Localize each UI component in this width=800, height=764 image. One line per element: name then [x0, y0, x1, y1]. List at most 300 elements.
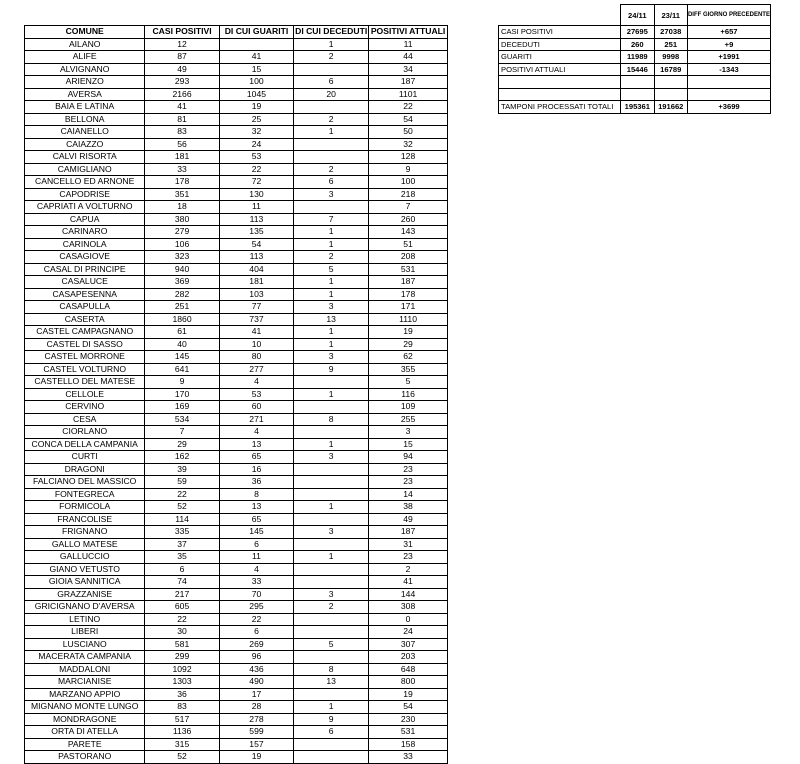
- summary-value-date2: 251: [654, 38, 687, 51]
- cell-positivi-attuali: 203: [369, 651, 448, 664]
- cell-positivi-attuali: 2: [369, 563, 448, 576]
- cell-casi-positivi: 293: [145, 76, 219, 89]
- summary-header-date1: 24/11: [621, 5, 654, 26]
- cell-guariti: 4: [219, 376, 294, 389]
- cell-guariti: 599: [219, 726, 294, 739]
- cell-positivi-attuali: 14: [369, 488, 448, 501]
- cell-deceduti: 1: [294, 276, 369, 289]
- table-row: [25, 401, 448, 414]
- summary-row: [499, 26, 771, 39]
- cell-deceduti: [294, 576, 369, 589]
- header-casi-positivi: CASI POSITIVI: [145, 26, 219, 39]
- cell-guariti: 41: [219, 51, 294, 64]
- cell-deceduti: [294, 463, 369, 476]
- cell-guariti: [219, 38, 294, 51]
- summary-value-diff: +1991: [687, 51, 770, 64]
- summary-label: [499, 88, 621, 101]
- summary-row: [499, 51, 771, 64]
- cell-positivi-attuali: 187: [369, 276, 448, 289]
- cell-positivi-attuali: 31: [369, 538, 448, 551]
- cell-positivi-attuali: 33: [369, 751, 448, 764]
- cell-casi-positivi: 56: [145, 138, 219, 151]
- cell-guariti: 54: [219, 238, 294, 251]
- cell-casi-positivi: 2166: [145, 88, 219, 101]
- cell-guariti: 53: [219, 388, 294, 401]
- table-row: [25, 163, 448, 176]
- cell-positivi-attuali: 32: [369, 138, 448, 151]
- cell-positivi-attuali: 178: [369, 288, 448, 301]
- cell-comune: GRAZZANISE: [25, 588, 145, 601]
- cell-casi-positivi: 22: [145, 488, 219, 501]
- cell-guariti: 41: [219, 326, 294, 339]
- cell-positivi-attuali: 23: [369, 463, 448, 476]
- cell-comune: PARETE: [25, 738, 145, 751]
- cell-guariti: 11: [219, 551, 294, 564]
- table-row: [25, 626, 448, 639]
- cell-positivi-attuali: 531: [369, 263, 448, 276]
- cell-deceduti: [294, 688, 369, 701]
- table-row: [25, 38, 448, 51]
- cell-positivi-attuali: 50: [369, 126, 448, 139]
- cell-comune: CAIANELLO: [25, 126, 145, 139]
- cell-comune: LUSCIANO: [25, 638, 145, 651]
- cell-deceduti: [294, 63, 369, 76]
- table-row: [25, 376, 448, 389]
- cell-guariti: 77: [219, 301, 294, 314]
- cell-guariti: 15: [219, 63, 294, 76]
- summary-value-diff: +3699: [687, 101, 770, 114]
- cell-casi-positivi: 59: [145, 476, 219, 489]
- table-row: [25, 88, 448, 101]
- table-row: [25, 638, 448, 651]
- cell-positivi-attuali: 22: [369, 101, 448, 114]
- table-row: [25, 101, 448, 114]
- cell-deceduti: 2: [294, 251, 369, 264]
- cell-deceduti: 1: [294, 38, 369, 51]
- cell-guariti: 490: [219, 676, 294, 689]
- cell-positivi-attuali: 23: [369, 551, 448, 564]
- header-guariti: DI CUI GUARITI: [219, 26, 294, 39]
- cell-comune: ORTA DI ATELLA: [25, 726, 145, 739]
- cell-casi-positivi: 52: [145, 501, 219, 514]
- cell-guariti: 113: [219, 213, 294, 226]
- cell-casi-positivi: 12: [145, 38, 219, 51]
- cell-deceduti: 1: [294, 551, 369, 564]
- cell-casi-positivi: 145: [145, 351, 219, 364]
- cell-positivi-attuali: 54: [369, 113, 448, 126]
- cell-positivi-attuali: 230: [369, 713, 448, 726]
- cell-positivi-attuali: 187: [369, 526, 448, 539]
- cell-casi-positivi: 605: [145, 601, 219, 614]
- cell-casi-positivi: 41: [145, 101, 219, 114]
- cell-casi-positivi: 369: [145, 276, 219, 289]
- cell-comune: CASTELLO DEL MATESE: [25, 376, 145, 389]
- cell-casi-positivi: 351: [145, 188, 219, 201]
- cell-casi-positivi: 6: [145, 563, 219, 576]
- cell-positivi-attuali: 100: [369, 176, 448, 189]
- summary-row: [499, 38, 771, 51]
- cell-deceduti: 3: [294, 188, 369, 201]
- cell-comune: LETINO: [25, 613, 145, 626]
- cell-comune: MARCIANISE: [25, 676, 145, 689]
- table-row: [25, 113, 448, 126]
- table-row: [25, 176, 448, 189]
- cell-casi-positivi: 178: [145, 176, 219, 189]
- summary-value-date1: 27695: [621, 26, 654, 39]
- cell-deceduti: 1: [294, 388, 369, 401]
- summary-value-date1: 195361: [621, 101, 654, 114]
- summary-value-diff: -1343: [687, 63, 770, 76]
- cell-deceduti: 13: [294, 676, 369, 689]
- cell-comune: CELLOLE: [25, 388, 145, 401]
- table-row: [25, 426, 448, 439]
- table-row: [25, 513, 448, 526]
- cell-casi-positivi: 1092: [145, 663, 219, 676]
- cell-positivi-attuali: 1110: [369, 313, 448, 326]
- cell-casi-positivi: 29: [145, 438, 219, 451]
- cell-guariti: 4: [219, 426, 294, 439]
- cell-casi-positivi: 106: [145, 238, 219, 251]
- cell-guariti: 271: [219, 413, 294, 426]
- cell-casi-positivi: 534: [145, 413, 219, 426]
- cell-deceduti: 8: [294, 663, 369, 676]
- table-row: [25, 63, 448, 76]
- table-row: [25, 663, 448, 676]
- comuni-table-header-row: [25, 26, 448, 39]
- cell-casi-positivi: 40: [145, 338, 219, 351]
- summary-row: [499, 101, 771, 114]
- cell-comune: AILANO: [25, 38, 145, 51]
- cell-positivi-attuali: 51: [369, 238, 448, 251]
- summary-value-diff: [687, 88, 770, 101]
- cell-casi-positivi: 22: [145, 613, 219, 626]
- table-row: [25, 701, 448, 714]
- cell-deceduti: 3: [294, 301, 369, 314]
- cell-comune: GALLUCCIO: [25, 551, 145, 564]
- table-row: [25, 463, 448, 476]
- cell-guariti: 17: [219, 688, 294, 701]
- summary-label: DECEDUTI: [499, 38, 621, 51]
- summary-value-diff: [687, 76, 770, 89]
- summary-header-date2: 23/11: [654, 5, 687, 26]
- cell-guariti: 28: [219, 701, 294, 714]
- table-row: [25, 288, 448, 301]
- cell-positivi-attuali: 19: [369, 688, 448, 701]
- table-row: [25, 388, 448, 401]
- summary-label: GUARITI: [499, 51, 621, 64]
- cell-casi-positivi: 279: [145, 226, 219, 239]
- cell-guariti: 103: [219, 288, 294, 301]
- cell-comune: ARIENZO: [25, 76, 145, 89]
- cell-casi-positivi: 30: [145, 626, 219, 639]
- cell-deceduti: 3: [294, 526, 369, 539]
- cell-deceduti: 3: [294, 451, 369, 464]
- table-row: [25, 51, 448, 64]
- cell-casi-positivi: 83: [145, 126, 219, 139]
- cell-positivi-attuali: 94: [369, 451, 448, 464]
- cell-deceduti: 1: [294, 288, 369, 301]
- cell-deceduti: [294, 401, 369, 414]
- cell-deceduti: [294, 476, 369, 489]
- cell-comune: LIBERI: [25, 626, 145, 639]
- cell-positivi-attuali: 34: [369, 63, 448, 76]
- cell-positivi-attuali: 0: [369, 613, 448, 626]
- cell-comune: DRAGONI: [25, 463, 145, 476]
- table-row: [25, 688, 448, 701]
- cell-casi-positivi: 581: [145, 638, 219, 651]
- cell-comune: GIOIA SANNITICA: [25, 576, 145, 589]
- cell-comune: ALIFE: [25, 51, 145, 64]
- table-row: [25, 438, 448, 451]
- cell-deceduti: [294, 488, 369, 501]
- summary-value-date2: 191662: [654, 101, 687, 114]
- table-row: [25, 551, 448, 564]
- table-row: [25, 238, 448, 251]
- cell-casi-positivi: 181: [145, 151, 219, 164]
- cell-guariti: 269: [219, 638, 294, 651]
- summary-label: [499, 76, 621, 89]
- cell-positivi-attuali: 24: [369, 626, 448, 639]
- cell-guariti: 19: [219, 101, 294, 114]
- cell-deceduti: [294, 563, 369, 576]
- table-row: [25, 601, 448, 614]
- summary-value-date1: 15446: [621, 63, 654, 76]
- cell-casi-positivi: 39: [145, 463, 219, 476]
- table-row: [25, 488, 448, 501]
- summary-table-body: [499, 26, 771, 114]
- cell-comune: CASAL DI PRINCIPE: [25, 263, 145, 276]
- table-row: [25, 576, 448, 589]
- cell-comune: CALVI RISORTA: [25, 151, 145, 164]
- cell-comune: CURTI: [25, 451, 145, 464]
- cell-guariti: 16: [219, 463, 294, 476]
- summary-label: CASI POSITIVI: [499, 26, 621, 39]
- cell-casi-positivi: 162: [145, 451, 219, 464]
- cell-positivi-attuali: 171: [369, 301, 448, 314]
- header-comune: COMUNE: [25, 26, 145, 39]
- cell-guariti: 1045: [219, 88, 294, 101]
- cell-positivi-attuali: 29: [369, 338, 448, 351]
- cell-comune: CASTEL CAMPAGNANO: [25, 326, 145, 339]
- cell-deceduti: [294, 376, 369, 389]
- summary-value-date2: [654, 88, 687, 101]
- comuni-table: [24, 25, 448, 764]
- cell-deceduti: 5: [294, 263, 369, 276]
- summary-value-diff: +9: [687, 38, 770, 51]
- cell-casi-positivi: 1136: [145, 726, 219, 739]
- cell-deceduti: [294, 513, 369, 526]
- cell-deceduti: 2: [294, 113, 369, 126]
- table-row: [25, 76, 448, 89]
- cell-comune: AVERSA: [25, 88, 145, 101]
- cell-deceduti: 2: [294, 601, 369, 614]
- cell-guariti: 130: [219, 188, 294, 201]
- cell-positivi-attuali: 3: [369, 426, 448, 439]
- cell-positivi-attuali: 1101: [369, 88, 448, 101]
- cell-guariti: 6: [219, 538, 294, 551]
- cell-guariti: 70: [219, 588, 294, 601]
- table-row: [25, 301, 448, 314]
- table-row: [25, 538, 448, 551]
- cell-comune: CAMIGLIANO: [25, 163, 145, 176]
- summary-value-date1: 11989: [621, 51, 654, 64]
- cell-deceduti: [294, 426, 369, 439]
- table-row: [25, 588, 448, 601]
- cell-casi-positivi: 87: [145, 51, 219, 64]
- cell-positivi-attuali: 218: [369, 188, 448, 201]
- cell-deceduti: 6: [294, 176, 369, 189]
- table-row: [25, 726, 448, 739]
- comuni-table-body: [25, 38, 448, 763]
- cell-deceduti: [294, 613, 369, 626]
- cell-comune: CASAPESENNA: [25, 288, 145, 301]
- table-row: [25, 276, 448, 289]
- cell-casi-positivi: 33: [145, 163, 219, 176]
- cell-comune: CASAGIOVE: [25, 251, 145, 264]
- cell-guariti: 13: [219, 438, 294, 451]
- cell-comune: MIGNANO MONTE LUNGO: [25, 701, 145, 714]
- cell-deceduti: 1: [294, 438, 369, 451]
- cell-comune: FORMICOLA: [25, 501, 145, 514]
- cell-deceduti: [294, 651, 369, 664]
- cell-comune: CAIAZZO: [25, 138, 145, 151]
- table-row: [25, 526, 448, 539]
- cell-casi-positivi: 641: [145, 363, 219, 376]
- cell-deceduti: 2: [294, 163, 369, 176]
- cell-casi-positivi: 217: [145, 588, 219, 601]
- cell-comune: CASERTA: [25, 313, 145, 326]
- cell-casi-positivi: 169: [145, 401, 219, 414]
- cell-casi-positivi: 940: [145, 263, 219, 276]
- cell-guariti: 53: [219, 151, 294, 164]
- cell-positivi-attuali: 648: [369, 663, 448, 676]
- cell-deceduti: 8: [294, 413, 369, 426]
- cell-positivi-attuali: 116: [369, 388, 448, 401]
- cell-guariti: 404: [219, 263, 294, 276]
- cell-casi-positivi: 9: [145, 376, 219, 389]
- cell-positivi-attuali: 109: [369, 401, 448, 414]
- cell-comune: CIORLANO: [25, 426, 145, 439]
- table-row: [25, 563, 448, 576]
- cell-casi-positivi: 380: [145, 213, 219, 226]
- summary-value-date1: 260: [621, 38, 654, 51]
- header-positivi-attuali: POSITIVI ATTUALI: [369, 26, 448, 39]
- cell-guariti: 65: [219, 451, 294, 464]
- cell-casi-positivi: 1303: [145, 676, 219, 689]
- cell-guariti: 4: [219, 563, 294, 576]
- cell-positivi-attuali: 128: [369, 151, 448, 164]
- cell-positivi-attuali: 531: [369, 726, 448, 739]
- cell-deceduti: 1: [294, 501, 369, 514]
- cell-comune: GIANO VETUSTO: [25, 563, 145, 576]
- summary-value-date2: 27038: [654, 26, 687, 39]
- summary-header-row: [499, 5, 771, 26]
- table-row: [25, 413, 448, 426]
- table-row: [25, 613, 448, 626]
- summary-value-date1: [621, 76, 654, 89]
- summary-row: [499, 63, 771, 76]
- cell-casi-positivi: 7: [145, 426, 219, 439]
- cell-deceduti: 1: [294, 338, 369, 351]
- cell-casi-positivi: 81: [145, 113, 219, 126]
- table-row: [25, 263, 448, 276]
- cell-casi-positivi: 36: [145, 688, 219, 701]
- cell-comune: ALVIGNANO: [25, 63, 145, 76]
- table-row: [25, 226, 448, 239]
- cell-deceduti: 20: [294, 88, 369, 101]
- cell-positivi-attuali: 260: [369, 213, 448, 226]
- cell-comune: MADDALONI: [25, 663, 145, 676]
- cell-guariti: 60: [219, 401, 294, 414]
- summary-label: POSITIVI ATTUALI: [499, 63, 621, 76]
- table-row: [25, 363, 448, 376]
- cell-casi-positivi: 114: [145, 513, 219, 526]
- cell-guariti: 157: [219, 738, 294, 751]
- cell-casi-positivi: 1860: [145, 313, 219, 326]
- cell-guariti: 22: [219, 613, 294, 626]
- header-deceduti: DI CUI DECEDUTI: [295, 26, 368, 36]
- cell-guariti: 181: [219, 276, 294, 289]
- cell-deceduti: [294, 138, 369, 151]
- table-row: [25, 251, 448, 264]
- cell-guariti: 135: [219, 226, 294, 239]
- cell-positivi-attuali: 7: [369, 201, 448, 214]
- cell-positivi-attuali: 144: [369, 588, 448, 601]
- summary-header-blank: [499, 5, 621, 26]
- cell-comune: FRIGNANO: [25, 526, 145, 539]
- cell-deceduti: 7: [294, 213, 369, 226]
- cell-positivi-attuali: 158: [369, 738, 448, 751]
- cell-positivi-attuali: 5: [369, 376, 448, 389]
- cell-guariti: 72: [219, 176, 294, 189]
- cell-positivi-attuali: 308: [369, 601, 448, 614]
- cell-comune: CAPRIATI A VOLTURNO: [25, 201, 145, 214]
- cell-deceduti: 13: [294, 313, 369, 326]
- cell-comune: CAPODRISE: [25, 188, 145, 201]
- cell-deceduti: 1: [294, 238, 369, 251]
- cell-guariti: 80: [219, 351, 294, 364]
- cell-guariti: 295: [219, 601, 294, 614]
- cell-comune: FRANCOLISE: [25, 513, 145, 526]
- table-row: [25, 451, 448, 464]
- table-row: [25, 501, 448, 514]
- cell-casi-positivi: 282: [145, 288, 219, 301]
- cell-casi-positivi: 299: [145, 651, 219, 664]
- cell-guariti: 278: [219, 713, 294, 726]
- cell-comune: CONCA DELLA CAMPANIA: [25, 438, 145, 451]
- cell-deceduti: [294, 101, 369, 114]
- cell-positivi-attuali: 800: [369, 676, 448, 689]
- table-row: [25, 188, 448, 201]
- summary-value-date1: [621, 88, 654, 101]
- cell-comune: GRICIGNANO D'AVERSA: [25, 601, 145, 614]
- table-row: [25, 351, 448, 364]
- table-row: [25, 476, 448, 489]
- cell-comune: MARZANO APPIO: [25, 688, 145, 701]
- cell-casi-positivi: 37: [145, 538, 219, 551]
- cell-deceduti: [294, 738, 369, 751]
- cell-guariti: 145: [219, 526, 294, 539]
- cell-casi-positivi: 335: [145, 526, 219, 539]
- cell-positivi-attuali: 187: [369, 76, 448, 89]
- cell-deceduti: [294, 151, 369, 164]
- cell-casi-positivi: 35: [145, 551, 219, 564]
- cell-casi-positivi: 517: [145, 713, 219, 726]
- cell-positivi-attuali: 208: [369, 251, 448, 264]
- cell-guariti: 8: [219, 488, 294, 501]
- cell-deceduti: 3: [294, 588, 369, 601]
- cell-deceduti: 1: [294, 226, 369, 239]
